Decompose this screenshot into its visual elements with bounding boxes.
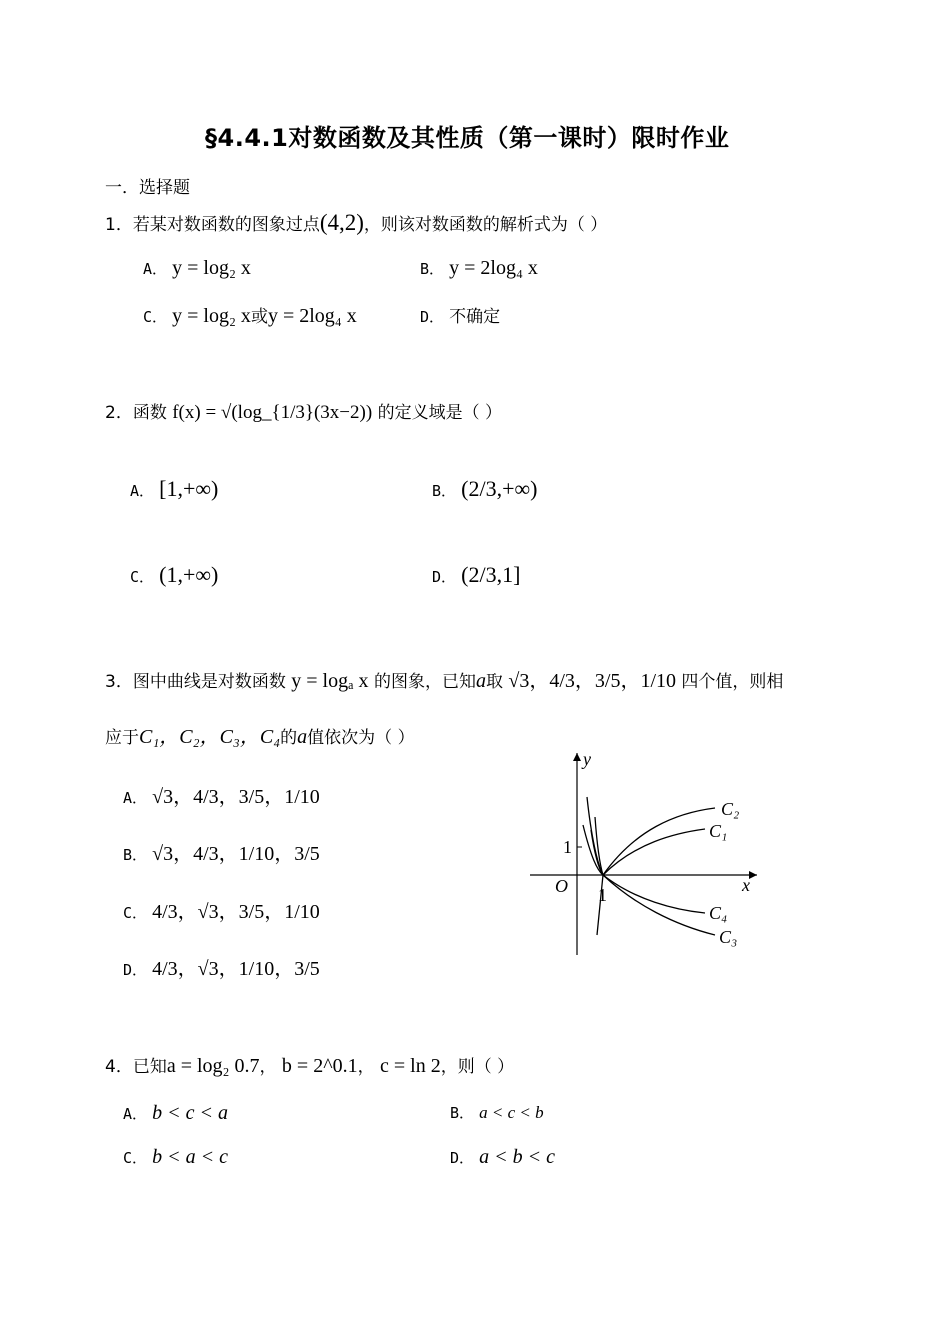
q1-stem-a: 若某对数函数的图象过点 (132, 215, 320, 235)
label-c3: C₃ (719, 927, 738, 947)
q4-c-expr: c = ln 2 (380, 1055, 441, 1077)
question-3-line-1 (105, 664, 783, 693)
q3-line2-c: 值依次为（ ） (307, 728, 415, 748)
curve-c1 (595, 817, 705, 875)
q1-stem-b: ，则该对数函数的解析式为（ ） (363, 215, 608, 235)
q4-a-option-expr: b < c < a (152, 1102, 228, 1124)
q3-stem-b: 的图象，已知 (373, 672, 476, 692)
q3-d-expr: 4/3，√3，1/10，3/5 (152, 958, 320, 980)
q2-stem-b: 的定义域是（ ） (377, 403, 502, 423)
question-4: 4．已知a = log₂ 0.7， b = 2^0.1， c = ln 2，则（ ） (105, 1055, 515, 1077)
x-one-label: 1 (598, 885, 607, 905)
q1-c-expr2: y = 2log₄ x (267, 305, 357, 327)
question-2 (105, 398, 502, 424)
curve-lower-branch (597, 875, 603, 935)
q4-c-label: C． (123, 1149, 148, 1167)
q3-stem-c: 取 (485, 672, 503, 692)
q3-function: y = logₐ x (291, 670, 369, 692)
q4-d-label: D． (450, 1149, 475, 1167)
q1-c-expr1: y = log₂ x (172, 305, 251, 327)
q1-a-expr: y = log₂ x (172, 257, 251, 279)
q2-a-label: A． (130, 482, 155, 500)
q3-log-graph (525, 745, 765, 960)
q1-a-label: A． (143, 260, 168, 278)
q3-option-d[interactable] (123, 952, 320, 981)
q1-d-text: 不确定 (449, 307, 501, 327)
q1-option-d[interactable] (420, 302, 500, 327)
q2-b-label: B． (432, 482, 457, 500)
q1-c-or: 或 (250, 307, 268, 327)
q2-c-expr: (1,+∞) (159, 562, 219, 587)
curve-c4 (591, 830, 705, 913)
q1-option-a[interactable] (143, 257, 251, 280)
q4-b-expr: b = 2^0.1 (281, 1055, 358, 1077)
q4-a-label: A． (123, 1105, 148, 1123)
section-heading: 一．选择题 (105, 178, 190, 198)
question-3-line-2 (105, 720, 415, 749)
q3-line2-a: 应于 (105, 728, 139, 748)
q3-option-a[interactable] (123, 780, 320, 809)
q4-number: 4． (105, 1057, 133, 1077)
q3-option-b[interactable] (123, 837, 320, 866)
q4-d-option-expr: a < b < c (479, 1146, 555, 1168)
q3-stem-a: 图中曲线是对数函数 (132, 672, 286, 692)
q1-b-label: B． (420, 260, 445, 278)
q2-a-expr: [1,+∞) (159, 476, 219, 501)
label-c1: C₁ (709, 821, 728, 841)
q4-option-c[interactable] (123, 1146, 228, 1169)
q3-option-c[interactable] (123, 895, 320, 924)
q2-option-a[interactable] (130, 476, 218, 502)
q3-b-expr: √3，4/3，1/10，3/5 (152, 843, 320, 865)
q1-option-c[interactable] (143, 302, 357, 328)
x-axis-arrow-icon (749, 871, 757, 879)
q2-d-expr: (2/3,1] (461, 562, 521, 587)
q3-b-label: B． (123, 846, 148, 864)
q3-a-expr: √3，4/3，3/5，1/10 (152, 786, 320, 808)
q4-option-d[interactable] (450, 1146, 555, 1169)
q1-option-b[interactable] (420, 257, 538, 280)
q2-c-label: C． (130, 568, 155, 586)
q3-a-label: A． (123, 789, 148, 807)
q3-curves: C₁，C₂，C₃，C₄ (139, 726, 281, 748)
q2-d-label: D． (432, 568, 457, 586)
q1-c-label: C． (143, 308, 168, 326)
q2-option-c[interactable] (130, 562, 218, 588)
origin-label: O (555, 876, 568, 896)
q2-option-d[interactable] (432, 562, 520, 588)
q2-number: 2． (105, 403, 133, 423)
q1-b-expr: y = 2log₄ x (449, 257, 538, 279)
q3-d-label: D． (123, 961, 148, 979)
q2-b-expr: (2/3,+∞) (461, 476, 538, 501)
q4-b-option-expr: a < c < b (479, 1103, 544, 1122)
x-axis-label: x (742, 875, 750, 895)
q3-a-var: a (475, 670, 486, 692)
q3-number: 3． (105, 672, 133, 692)
label-c4: C₄ (709, 903, 728, 923)
q2-function: f(x) = √(log_{1/3}(3x−2)) (172, 402, 373, 423)
q1-point: (4,2) (319, 210, 364, 235)
q4-option-b[interactable] (450, 1102, 544, 1123)
q1-number: 1． (105, 215, 133, 235)
page-title: §4.4.1对数函数及其性质（第一课时）限时作业 (205, 124, 730, 152)
q4-a-expr: a = log₂ 0.7 (166, 1055, 260, 1077)
q3-a-var-2: a (297, 726, 308, 748)
q4-stem-a: 已知 (132, 1057, 167, 1077)
q3-values: √3，4/3，3/5，1/10 (508, 670, 677, 692)
label-c2: C₂ (721, 799, 740, 819)
q4-option-a[interactable] (123, 1102, 228, 1125)
q3-line2-b: 的 (280, 728, 298, 748)
y-axis-arrow-icon (573, 753, 581, 761)
q2-option-b[interactable] (432, 476, 537, 502)
q4-c-option-expr: b < a < c (152, 1146, 228, 1168)
q4-b-label: B． (450, 1104, 475, 1122)
q3-stem-d: 四个值，则相 (681, 672, 784, 692)
q1-d-label: D． (420, 308, 445, 326)
q2-stem-a: 函数 (132, 403, 167, 423)
q3-c-expr: 4/3，√3，3/5，1/10 (152, 901, 320, 923)
question-1 (105, 210, 607, 236)
curve-c2 (587, 797, 715, 875)
y-one-label: 1 (563, 837, 572, 857)
y-axis-label: y (583, 749, 591, 769)
q4-stem-b: ，则（ ） (440, 1057, 515, 1077)
q3-c-label: C． (123, 904, 148, 922)
